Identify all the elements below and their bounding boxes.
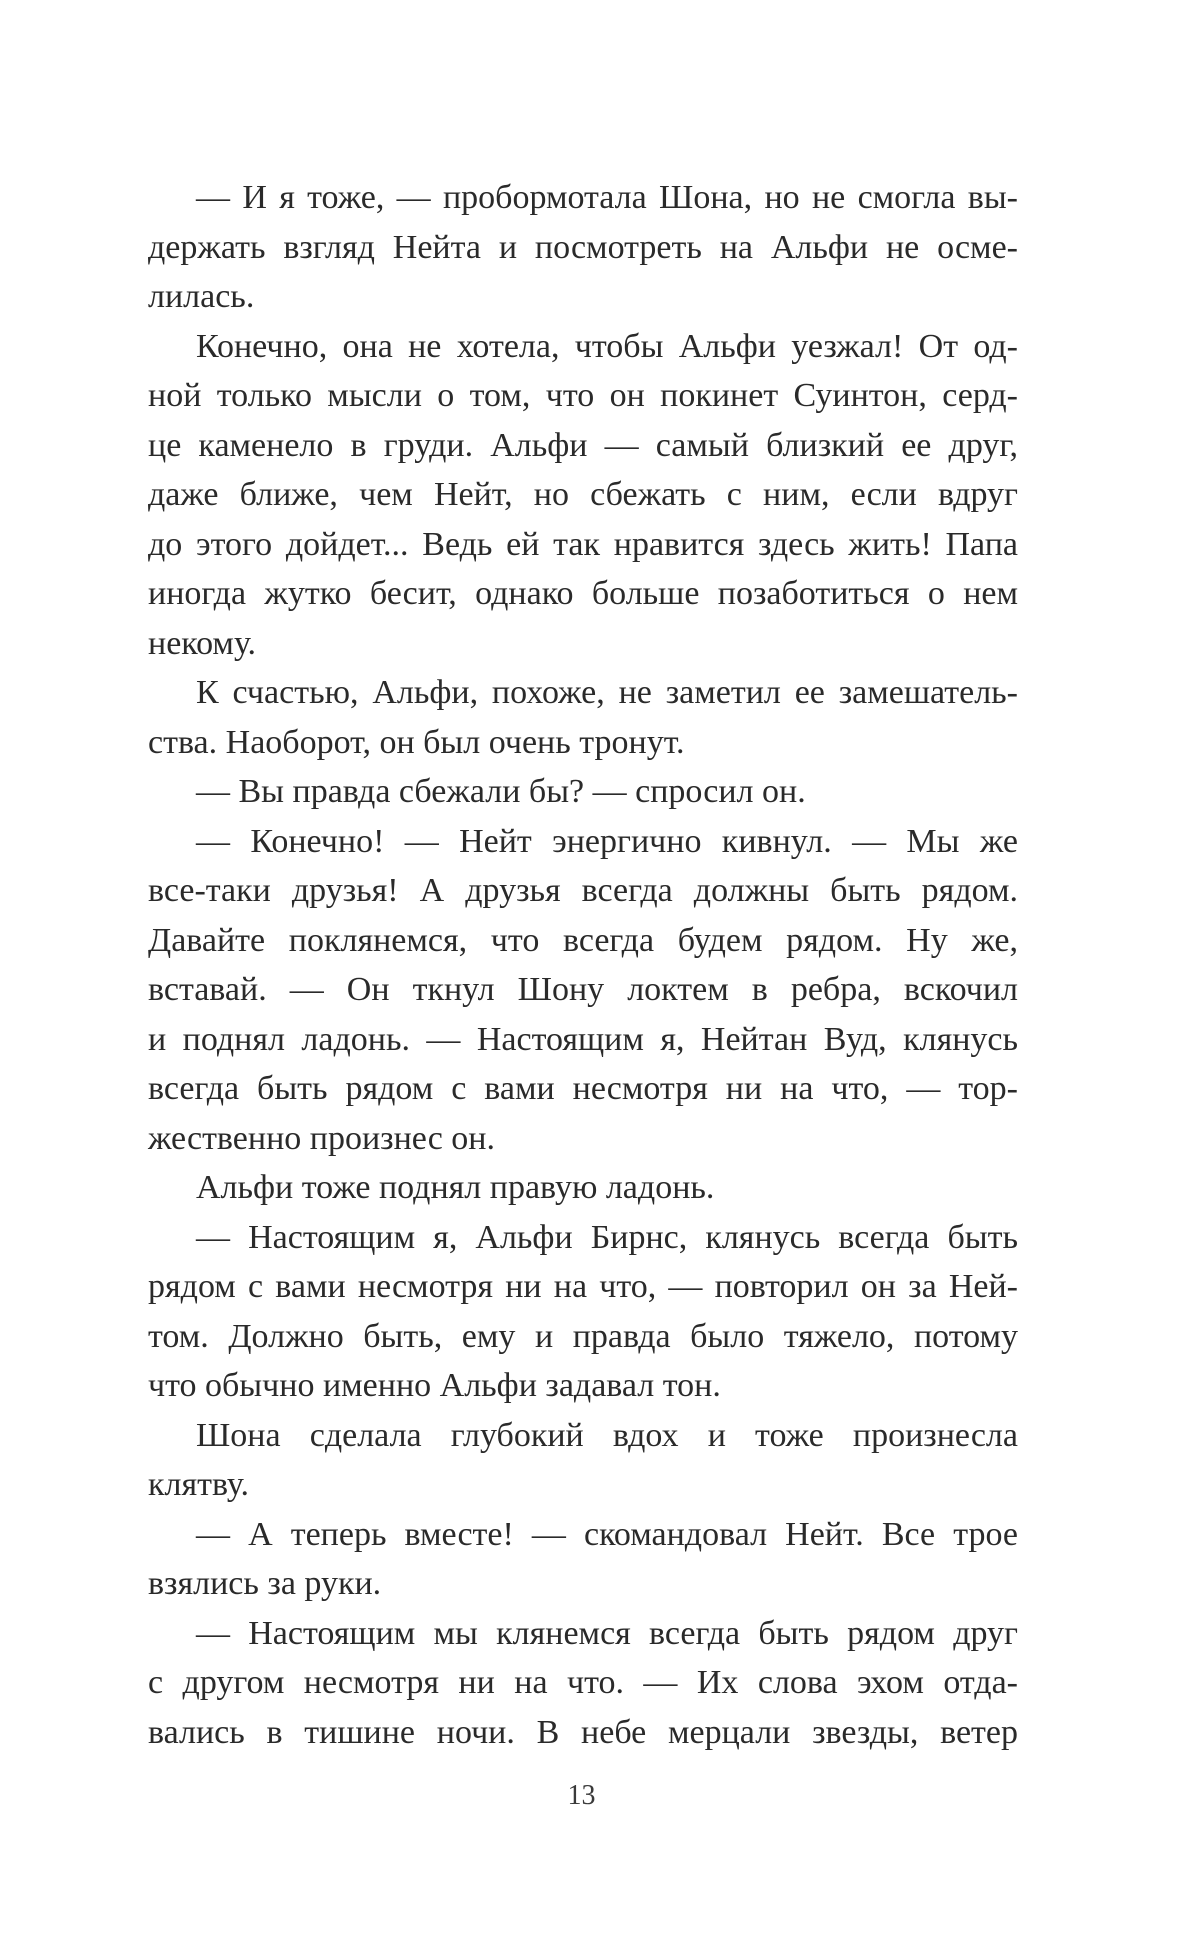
text-line: Альфи тоже поднял правую ладонь. [196,1169,715,1206]
text-line: иногда жутко бесит, однако больше позаботиться о нем [148,575,1018,612]
text-line: ной только мысли о том, что он покинет Суинтон, серд- [148,377,1018,414]
text-line: — Вы правда сбежали бы? — спросил он. [196,773,806,810]
text-line: ства. Наоборот, он был очень тронут. [148,723,685,761]
text-line: рядом с вами несмотря ни на что, — повторил он за Ней- [148,1268,1018,1305]
text-line: взялись за руки. [148,1565,382,1602]
text-line: К счастью, Альфи, похоже, не заметил ее замешатель- [196,674,1018,711]
text-line: и поднял ладонь. — Настоящим я, Нейтан Вуд, клянусь [148,1020,1018,1058]
text-line: Конечно, она не хотела, чтобы Альфи уезжал! От од- [196,327,1018,365]
text-line: — И я тоже, — пробормотала Шона, но не смогла вы- [196,179,1018,216]
text-line: некому. [148,624,257,662]
text-line: Давайте поклянемся, что всегда будем рядом. Ну же, [148,921,1018,959]
text-line: том. Должно быть, ему и правда было тяжело, потому [148,1317,1018,1355]
text-line: — Настоящим мы клянемся всегда быть рядом друг [196,1614,1018,1652]
text-line: все-таки друзья! А друзья всегда должны быть рядом. [148,872,1018,909]
text-line: — Конечно! — Нейт энергично кивнул. — Мы же [196,822,1018,860]
text-line: Шона сделала глубокий вдох и тоже произнесла [196,1416,1018,1454]
text-line: жественно произнес он. [148,1119,496,1157]
text-line: — А теперь вместе! — скомандовал Нейт. Все трое [196,1515,1018,1553]
text-line: держать взгляд Нейта и посмотреть на Альфи не осме- [148,228,1018,266]
text-line: клятву. [148,1466,249,1503]
text-line: це каменело в груди. Альфи — самый близкий ее друг, [148,426,1018,464]
text-line: всегда быть рядом с вами несмотря ни на что, — тор- [148,1070,1018,1107]
body-text [148,173,1018,1757]
text-line: лилась. [148,278,255,315]
text-line: с другом несмотря ни на что. — Их слова эхом отда- [148,1664,1018,1701]
text-line: вались в тишине ночи. В небе мерцали звезды, ветер [148,1713,1018,1751]
text-line: вставай. — Он ткнул Шону локтем в ребра, вскочил [148,971,1018,1008]
text-line: что обычно именно Альфи задавал тон. [148,1367,721,1404]
text-line: даже ближе, чем Нейт, но сбежать с ним, если вдруг [148,476,1018,513]
page-number: 13 [567,1780,596,1811]
text-line: — Настоящим я, Альфи Бирнс, клянусь всегда быть [196,1218,1018,1256]
text-line: до этого дойдет... Ведь ей так нравится здесь жить! Папа [148,525,1018,563]
